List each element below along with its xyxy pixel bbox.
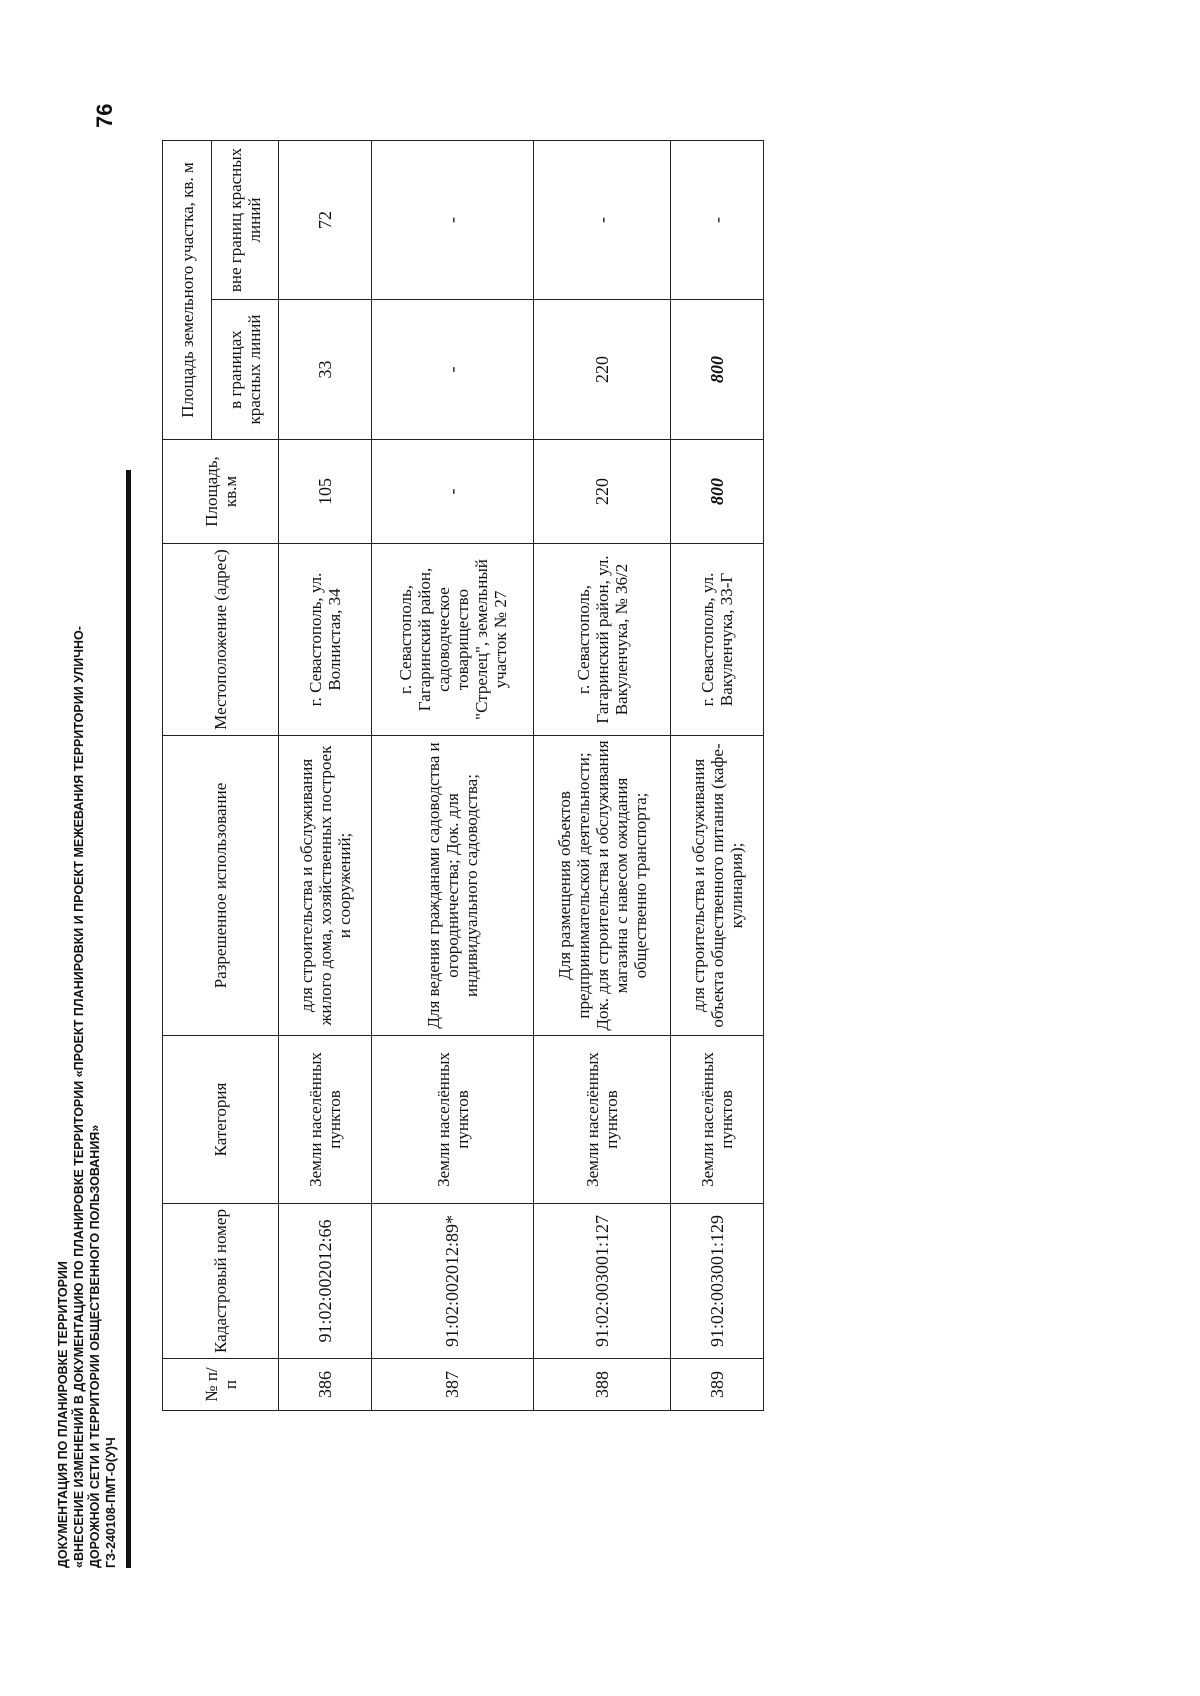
header-inside-red-lines: в границах красных линий — [212, 300, 279, 440]
cell-category: Земли населённых пунктов — [534, 1036, 671, 1204]
cell-area: - — [372, 440, 534, 544]
cell-num: 386 — [279, 1359, 372, 1411]
cell-inside: 800 — [671, 300, 764, 440]
cell-outside: - — [671, 140, 764, 299]
cell-outside: 72 — [279, 140, 372, 299]
land-plots-table-wrapper — [162, 141, 764, 1411]
cell-inside: 33 — [279, 300, 372, 440]
cell-permitted-use: Для ведения гражданами садоводства и огородничества; Док. для индивидуального садоводства; — [372, 736, 534, 1036]
cell-location: г. Севастополь, Гагаринский район, ул. Вакуленчука, № 36/2 — [534, 544, 671, 736]
cell-area: 220 — [534, 440, 671, 544]
header-cadastral: Кадастровый номер — [163, 1204, 279, 1359]
cell-num: 389 — [671, 1359, 764, 1411]
cell-outside: - — [372, 140, 534, 299]
cell-location: г. Севастополь, ул. Вакуленчука, 33-Г — [671, 544, 764, 736]
cell-outside: - — [534, 140, 671, 299]
page-number: 76 — [92, 103, 117, 128]
cell-permitted-use: Для размещения объектов предпринимательской деятельности; Док. для строительства и обслуживания магазина с навесом ожидания общественно транспорта; — [534, 736, 671, 1036]
cell-inside: 220 — [534, 300, 671, 440]
header-location: Местоположение (адрес) — [163, 544, 279, 736]
cell-area: 800 — [671, 440, 764, 544]
cell-area: 105 — [279, 440, 372, 544]
cell-num: 387 — [372, 1359, 534, 1411]
header-land-area: Площадь земельного участка, кв. м — [163, 140, 212, 439]
header-line-3: ДОРОЖНОЙ СЕТИ И ТЕРРИТОРИИ ОБЩЕСТВЕННОГО ПОЛЬЗОВАНИЯ» — [88, 1124, 102, 1568]
header-outside-red-lines: вне границ красных линий — [212, 140, 279, 299]
cell-category: Земли населённых пунктов — [671, 1036, 764, 1204]
header-line-2: «ВНЕСЕНИЕ ИЗМЕНЕНИЙ В ДОКУМЕНТАЦИЮ ПО ПЛАНИРОВКЕ ТЕРРИТОРИИ «ПРОЕКТ ПЛАНИРОВКИ И ПРОЕКТ МЕЖЕВАНИЯ ТЕРРИТОРИИ УЛИЧНО- — [72, 626, 86, 1568]
table-row — [671, 140, 764, 1410]
header-num: № п/п — [163, 1359, 279, 1411]
cell-permitted-use: для строительства и обслуживания объекта общественного питания (кафе-кулинария); — [671, 736, 764, 1036]
cell-inside: - — [372, 300, 534, 440]
cell-permitted-use: для строительства и обслуживания жилого дома, хозяйственных построек и сооружений; — [279, 736, 372, 1036]
table-row — [279, 140, 372, 1410]
table-row — [534, 140, 671, 1410]
document-header — [55, 468, 119, 1568]
cell-location: г. Севастополь, ул. Волнистая, 34 — [279, 544, 372, 736]
land-plots-table — [162, 140, 764, 1411]
header-line-4: ГЗ-240108-ПМТ-О(У)Ч — [104, 1437, 118, 1568]
cell-num: 388 — [534, 1359, 671, 1411]
header-line-1: ДОКУМЕНТАЦИЯ ПО ПЛАНИРОВКЕ ТЕРРИТОРИИ — [56, 1261, 70, 1568]
cell-cadastral: 91:02:002012:89* — [372, 1204, 534, 1359]
header-area: Площадь, кв.м — [163, 440, 279, 544]
cell-category: Земли населённых пунктов — [279, 1036, 372, 1204]
header-rule — [126, 470, 131, 1568]
table-row — [372, 140, 534, 1410]
cell-category: Земли населённых пунктов — [372, 1036, 534, 1204]
cell-cadastral: 91:02:003001:127 — [534, 1204, 671, 1359]
header-category: Категория — [163, 1036, 279, 1204]
header-permitted-use: Разрешенное использование — [163, 736, 279, 1036]
cell-cadastral: 91:02:003001:129 — [671, 1204, 764, 1359]
cell-location: г. Севастополь, Гагаринский район, садоводческое товарищество "Стрелец", земельный участок № 27 — [372, 544, 534, 736]
cell-cadastral: 91:02:002012:66 — [279, 1204, 372, 1359]
